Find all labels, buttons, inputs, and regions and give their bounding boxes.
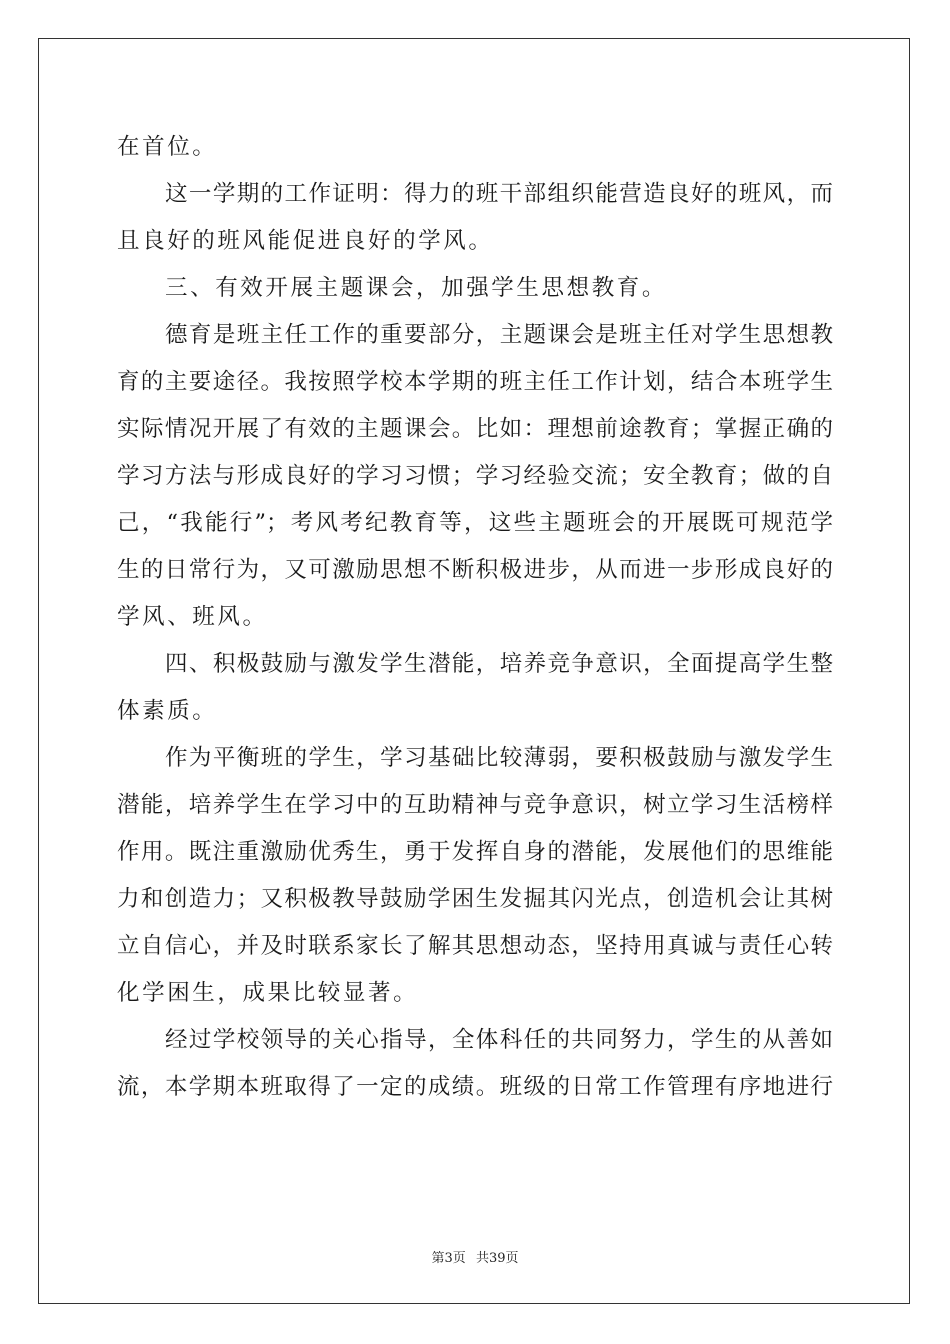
paragraph-line: 在首位。: [117, 134, 218, 160]
paragraph-line: 流，本学期本班取得了一定的成绩。班级的日常工作管理有序地进行: [117, 1074, 833, 1100]
paragraph-line: 育的主要途径。我按照学校本学期的班主任工作计划，结合本班学生: [117, 369, 833, 395]
paragraph-line: 潜能，培养学生在学习中的互助精神与竞争意识，树立学习生活榜样: [117, 792, 833, 818]
paragraph-line: 立自信心，并及时联系家长了解其思想动态，坚持用真诚与责任心转: [117, 933, 833, 959]
paragraph-line: 且良好的班风能促进良好的学风。: [117, 228, 494, 254]
paragraph-line: 作用。既注重激励优秀生，勇于发挥自身的潜能，发展他们的思维能: [117, 839, 833, 865]
paragraph-line: 学风、班风。: [117, 604, 268, 630]
paragraph-line: 学习方法与形成良好的学习习惯；学习经验交流；安全教育；做的自: [117, 463, 833, 489]
paragraph-line: 这一学期的工作证明：得力的班干部组织能营造良好的班风，而: [165, 181, 833, 207]
page-total: 共39页: [475, 1251, 519, 1266]
section-heading: 四、积极鼓励与激发学生潜能，培养竞争意识，全面提高学生整: [165, 651, 833, 677]
paragraph-line: 实际情况开展了有效的主题课会。比如：理想前途教育；掌握正确的: [117, 416, 833, 442]
section-heading: 三、有效开展主题课会，加强学生思想教育。: [165, 275, 668, 301]
paragraph-line: 化学困生，成果比较显著。: [117, 980, 419, 1006]
paragraph-line: 己，“我能行”；考风考纪教育等，这些主题班会的开展既可规范学: [117, 510, 833, 536]
document-body: [117, 124, 833, 1111]
paragraph-line: 德育是班主任工作的重要部分，主题课会是班主任对学生思想教: [165, 322, 833, 348]
page-footer: [0, 1247, 950, 1266]
page-number: 第3页: [431, 1251, 466, 1266]
paragraph-line: 力和创造力；又积极教导鼓励学困生发掘其闪光点，创造机会让其树: [117, 886, 833, 912]
paragraph-line: 生的日常行为，又可激励思想不断积极进步，从而进一步形成良好的: [117, 557, 833, 583]
paragraph-line: 作为平衡班的学生，学习基础比较薄弱，要积极鼓励与激发学生: [165, 745, 833, 771]
paragraph-line: 经过学校领导的关心指导，全体科任的共同努力，学生的从善如: [165, 1027, 833, 1053]
section-heading: 体素质。: [117, 698, 218, 724]
